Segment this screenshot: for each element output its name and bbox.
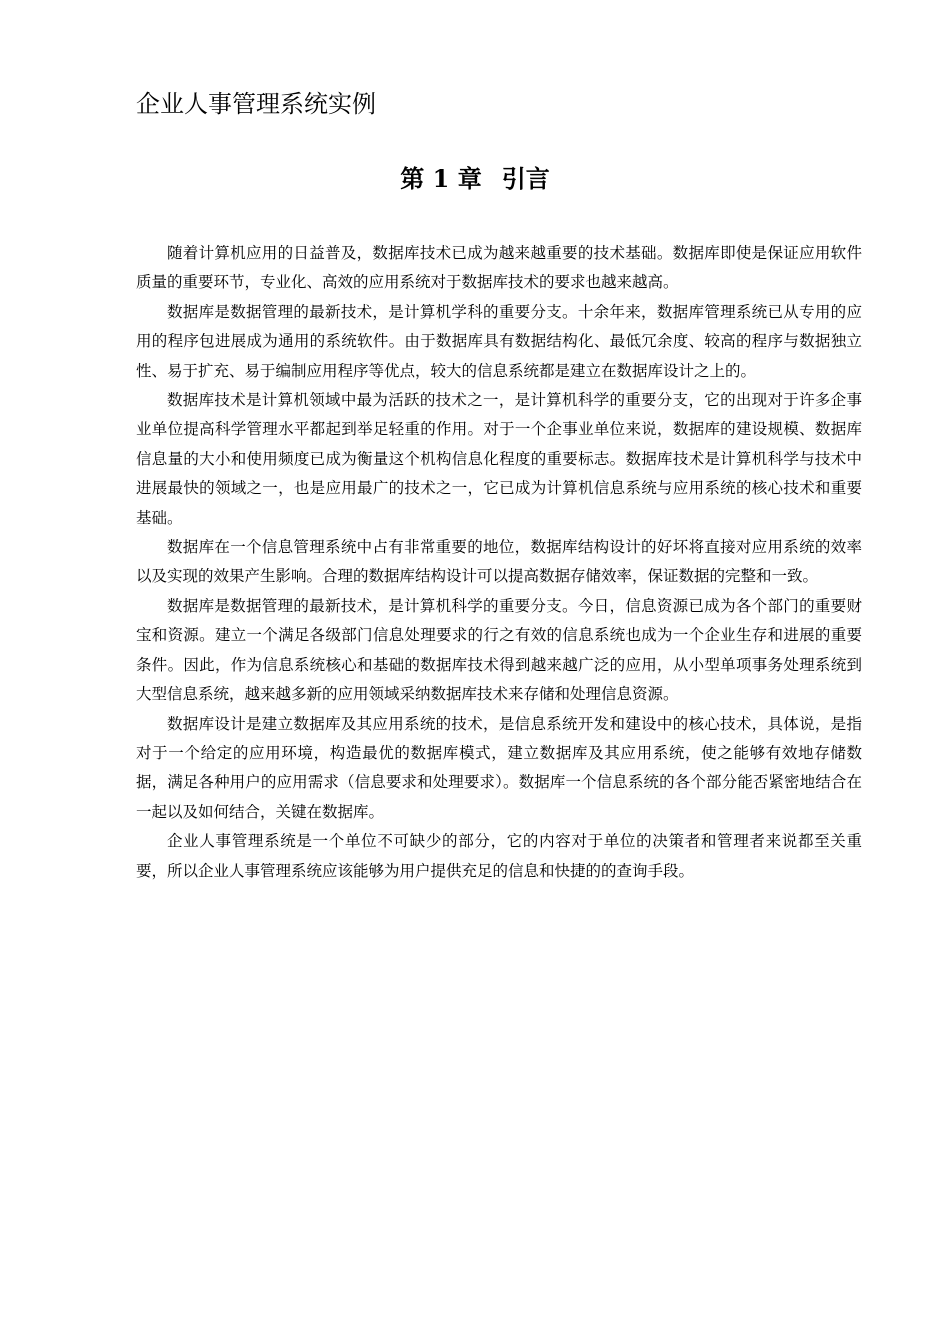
- chapter-number: 第 1 章: [400, 164, 482, 193]
- paragraph-5: 数据库是数据管理的最新技术，是计算机科学的重要分支。今日，信息资源已成为各个部门的重要财宝和资源。建立一个满足各级部门信息处理要求的行之有效的信息系统也成为一个企业生存和进展的重要条件。因此，作为信息系统核心和基础的数据库技术得到越来越广泛的应用，从小型单项事务处理系统到大型信息系统，越来越多新的应用领域采纳数据库技术来存储和处理信息资源。: [136, 596, 862, 704]
- paragraph-3: 数据库技术是计算机领域中最为活跃的技术之一，是计算机科学的重要分支，它的出现对于许多企事业单位提高科学管理水平都起到举足轻重的作用。对于一个企事业单位来说，数据库的建设规模、数据库信息量的大小和使用频度已成为衡量这个机构信息化程度的重要标志。数据库技术是计算机科学与技术中进展最快的领域之一，也是应用最广的技术之一，它已成为计算机信息系统与应用系统的核心技术和重要基础。: [136, 391, 862, 527]
- document-title: 企业人事管理系统实例: [136, 90, 376, 118]
- paragraph-2: 数据库是数据管理的最新技术，是计算机学科的重要分支。十余年来，数据库管理系统已从专用的应用的程序包进展成为通用的系统软件。由于数据库具有数据结构化、最低冗余度、较高的程序与数据独立性、易于扩充、易于编制应用程序等优点，较大的信息系统都是建立在数据库设计之上的。: [136, 302, 862, 380]
- chapter-body: [136, 239, 862, 886]
- chapter-heading: [0, 160, 950, 198]
- paragraph-1: 随着计算机应用的日益普及，数据库技术已成为越来越重要的技术基础。数据库即使是保证应用软件质量的重要环节，专业化、高效的应用系统对于数据库技术的要求也越来越高。: [136, 244, 862, 292]
- chapter-title: 引言: [501, 164, 550, 193]
- paragraph-4: 数据库在一个信息管理系统中占有非常重要的地位，数据库结构设计的好坏将直接对应用系统的效率以及实现的效果产生影响。合理的数据库结构设计可以提高数据存储效率，保证数据的完整和一致。: [136, 538, 862, 586]
- paragraph-7: 企业人事管理系统是一个单位不可缺少的部分，它的内容对于单位的决策者和管理者来说都至关重要，所以企业人事管理系统应该能够为用户提供充足的信息和快捷的的查询手段。: [136, 832, 862, 880]
- paragraph-6: 数据库设计是建立数据库及其应用系统的技术，是信息系统开发和建设中的核心技术，具体说，是指对于一个给定的应用环境，构造最优的数据库模式，建立数据库及其应用系统，使之能够有效地存储数据，满足各种用户的应用需求（信息要求和处理要求）。数据库一个信息系统的各个部分能否紧密地结合在一起以及如何结合，关键在数据库。: [136, 714, 862, 821]
